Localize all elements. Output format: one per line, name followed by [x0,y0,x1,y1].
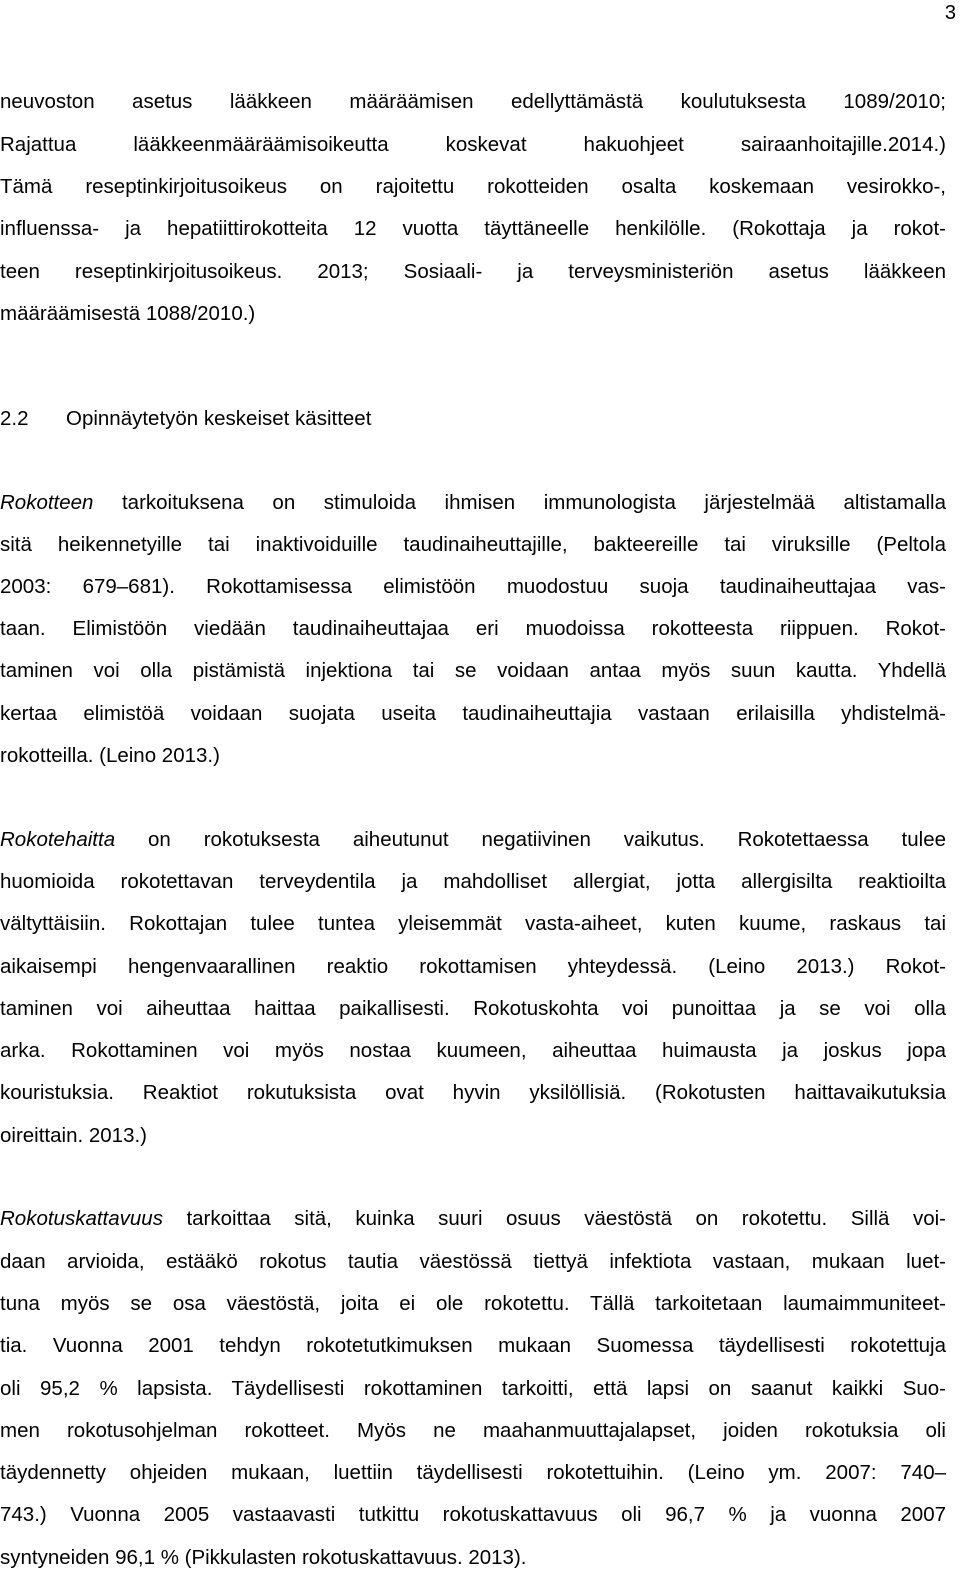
text-line: täydennetty ohjeiden mukaan, luettiin täydellisesti rokotettuihin. (Leino ym. 2007: 740– [0,1461,946,1484]
text-line: men rokotusohjelman rokotteet. Myös ne maahanmuuttajalapset, joiden rokotuksia oli [0,1419,946,1442]
text-span: on rokotuksesta aiheutunut negatiivinen vaikutus. Rokotettaessa tulee [115,828,946,851]
text-line: 743.) Vuonna 2005 vastaavasti tutkittu rokotuskattavuus oli 96,7 % ja vuonna 2007 [0,1503,946,1526]
text-line: sitä heikennetyille tai inaktivoiduille taudinaiheuttajille, bakteereille tai viruksille (Peltola [0,533,946,556]
page-number: 3 [944,2,956,24]
text-line: Rajattua lääkkeenmääräämisoikeutta koskevat hakuohjeet sairaanhoitajille.2014.) [0,133,946,156]
text-line: daan arvioida, estääkö rokotus tautia väestössä tiettyä infektiota vastaan, mukaan luet- [0,1250,946,1273]
text-line: oli 95,2 % lapsista. Täydellisesti rokottaminen tarkoitti, että lapsi on saanut kaikki Suo- [0,1377,946,1400]
text-line: teen reseptinkirjoitusoikeus. 2013; Sosiaali- ja terveysministeriön asetus lääkkeen [0,260,946,283]
section-title: Opinnäytetyön keskeiset käsitteet [66,407,372,430]
text-line: arka. Rokottaminen voi myös nostaa kuumeen, aiheuttaa huimausta ja joskus jopa [0,1039,946,1062]
text-line: tia. Vuonna 2001 tehdyn rokotetutkimuksen mukaan Suomessa täydellisesti rokotettuja [0,1334,946,1357]
text-line [0,819,946,861]
defined-term: Rokotteen [0,491,94,514]
text-line: tuna myös se osa väestöstä, joita ei ole rokotettu. Tällä tarkoitetaan laumaimmuniteet- [0,1292,946,1315]
text-line: kertaa elimistöä voidaan suojata useita taudinaiheuttajia vastaan erilaisilla yhdistelmä- [0,702,946,725]
text-line: taminen voi olla pistämistä injektiona tai se voidaan antaa myös suun kautta. Yhdellä [0,659,946,682]
text-line: oireittain. 2013.) [0,1124,148,1147]
text-line: syntyneiden 96,1 % (Pikkulasten rokotuskattavuus. 2013). [0,1546,527,1569]
text-line: taminen voi aiheuttaa haittaa paikallisesti. Rokotuskohta voi punoittaa ja se voi olla [0,997,946,1020]
text-line: 2003: 679–681). Rokottamisessa elimistöön muodostuu suoja taudinaiheuttajaa vas- [0,575,946,598]
section-number: 2.2 [0,407,29,430]
text-line: aikaisempi hengenvaarallinen reaktio rokottamisen yhteydessä. (Leino 2013.) Rokot- [0,955,946,978]
text-span: tarkoituksena on stimuloida ihmisen immunologista järjestelmää altistamalla [93,491,946,514]
text-line: taan. Elimistöön viedään taudinaiheuttajaa eri muodoissa rokotteesta riippuen. Rokot- [0,617,946,640]
section-heading [0,398,371,440]
text-line: rokotteilla. (Leino 2013.) [0,744,220,767]
text-span: tarkoittaa sitä, kuinka suuri osuus väestöstä on rokotettu. Sillä voi- [162,1207,946,1230]
text-line: neuvoston asetus lääkkeen määräämisen edellyttämästä koulutuksesta 1089/2010; [0,90,946,113]
text-line: huomioida rokotettavan terveydentila ja mahdolliset allergiat, jotta allergisilta reaktioilta [0,870,946,893]
text-line [0,1198,946,1240]
text-line: vältyttäisiin. Rokottajan tulee tuntea yleisemmät vasta-aiheet, kuten kuume, raskaus tai [0,912,946,935]
text-line: määräämisestä 1088/2010.) [0,302,256,325]
text-line: kouristuksia. Reaktiot rokutuksista ovat hyvin yksilöllisiä. (Rokotusten haittavaikutuksia [0,1081,946,1104]
text-line [0,482,946,524]
defined-term: Rokotuskattavuus [0,1207,163,1230]
text-line: influenssa- ja hepatiittirokotteita 12 vuotta täyttäneelle henkilölle. (Rokottaja ja rokot- [0,217,946,240]
text-line: Tämä reseptinkirjoitusoikeus on rajoitettu rokotteiden osalta koskemaan vesirokko-, [0,175,946,198]
defined-term: Rokotehaitta [0,828,116,851]
